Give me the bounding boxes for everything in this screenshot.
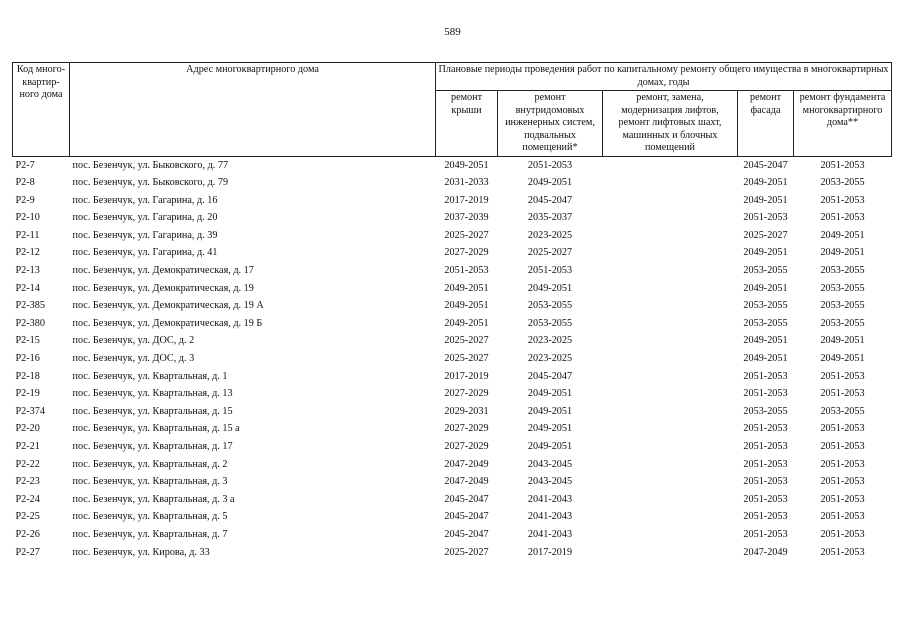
cell-facade: 2049-2051 xyxy=(743,282,788,294)
cell-elevators xyxy=(603,209,738,227)
cell-facade: 2025-2027 xyxy=(743,229,788,241)
cell-address: пос. Безенчук, ул. Быковского, д. 79 xyxy=(72,177,229,189)
table-row xyxy=(13,385,892,403)
table-row xyxy=(13,403,892,421)
cell-address: пос. Безенчук, ул. Гагарина, д. 39 xyxy=(72,229,218,241)
cell-address: пос. Безенчук, ул. Гагарина, д. 16 xyxy=(72,194,218,206)
cell-address: пос. Безенчук, ул. Демократическая, д. 19 Б xyxy=(72,317,263,329)
cell-address: пос. Безенчук, ул. Гагарина, д. 41 xyxy=(72,247,218,259)
cell-code: Р2-10 xyxy=(15,212,40,224)
cell-facade: 2051-2053 xyxy=(743,388,788,400)
table-row xyxy=(13,315,892,333)
table-row xyxy=(13,332,892,350)
cell-systems: 2049-2051 xyxy=(527,441,573,452)
cell-elevators xyxy=(603,526,738,544)
cell-code: Р2-23 xyxy=(15,476,40,488)
cell-foundation: 2053-2055 xyxy=(820,282,865,294)
cell-facade: 2053-2055 xyxy=(743,265,788,277)
repair-schedule-table xyxy=(12,62,892,561)
cell-foundation: 2051-2053 xyxy=(794,156,892,174)
table-row xyxy=(13,544,892,562)
cell-systems: 2045-2047 xyxy=(527,370,573,382)
cell-foundation: 2049-2051 xyxy=(820,247,865,259)
cell-roof: 2029-2031 xyxy=(444,405,489,417)
cell-facade: 2045-2047 xyxy=(738,156,794,174)
cell-roof: 2027-2029 xyxy=(444,441,489,452)
cell-foundation: 2053-2055 xyxy=(820,317,865,329)
cell-facade: 2051-2053 xyxy=(743,370,788,382)
cell-foundation: 2053-2055 xyxy=(820,265,865,277)
cell-elevators xyxy=(603,491,738,509)
cell-systems: 2053-2055 xyxy=(527,317,573,329)
cell-code: Р2-385 xyxy=(15,300,45,312)
header-systems: ремонт внутридомовых инженерных систем, подвальных помещений* xyxy=(498,91,603,157)
cell-foundation: 2051-2053 xyxy=(820,476,865,488)
table-row xyxy=(13,227,892,245)
table-row xyxy=(13,473,892,491)
cell-roof: 2027-2029 xyxy=(444,388,489,400)
cell-facade: 2051-2053 xyxy=(743,458,788,470)
table-row xyxy=(13,456,892,474)
header-foundation: ремонт фундамента многоквартирного дома** xyxy=(794,91,892,157)
cell-elevators xyxy=(603,473,738,491)
cell-systems: 2051-2053 xyxy=(498,156,603,174)
table-row xyxy=(13,420,892,438)
header-roof: ремонт крыши xyxy=(436,91,498,157)
cell-systems: 2049-2051 xyxy=(527,282,573,294)
cell-facade: 2051-2053 xyxy=(743,423,788,435)
cell-code: Р2-380 xyxy=(15,317,45,329)
cell-systems: 2045-2047 xyxy=(527,194,573,206)
cell-roof: 2047-2049 xyxy=(444,458,489,470)
cell-foundation: 2053-2055 xyxy=(820,177,865,189)
cell-systems: 2043-2045 xyxy=(527,458,573,470)
cell-address: пос. Безенчук, ул. Быковского, д. 77 xyxy=(70,156,436,174)
cell-roof: 2037-2039 xyxy=(444,212,489,224)
cell-code: Р2-22 xyxy=(15,458,40,470)
cell-code: Р2-9 xyxy=(15,194,35,206)
cell-foundation: 2051-2053 xyxy=(820,493,865,505)
cell-address: пос. Безенчук, ул. Квартальная, д. 15 xyxy=(72,405,233,417)
cell-foundation: 2051-2053 xyxy=(820,423,865,435)
cell-facade: 2049-2051 xyxy=(743,194,788,206)
cell-systems: 2023-2025 xyxy=(527,229,573,241)
cell-foundation: 2053-2055 xyxy=(820,405,865,417)
cell-elevators xyxy=(603,262,738,280)
cell-foundation: 2053-2055 xyxy=(820,300,865,312)
cell-roof: 2025-2027 xyxy=(444,229,489,241)
cell-facade: 2049-2051 xyxy=(743,335,788,347)
cell-roof: 2047-2049 xyxy=(444,476,489,488)
cell-code: Р2-26 xyxy=(15,528,40,540)
cell-elevators xyxy=(603,156,738,174)
cell-facade: 2049-2051 xyxy=(743,177,788,189)
cell-systems: 2049-2051 xyxy=(527,423,573,435)
cell-systems: 2041-2043 xyxy=(527,511,573,523)
cell-code: Р2-19 xyxy=(15,388,40,400)
cell-facade: 2053-2055 xyxy=(743,405,788,417)
cell-code: Р2-11 xyxy=(15,229,40,241)
cell-roof: 2027-2029 xyxy=(444,423,489,435)
cell-code: Р2-8 xyxy=(15,177,35,189)
cell-systems: 2023-2025 xyxy=(527,335,573,347)
cell-foundation: 2051-2053 xyxy=(820,370,865,382)
table-row xyxy=(13,209,892,227)
cell-code: Р2-18 xyxy=(15,370,40,382)
cell-roof: 2049-2051 xyxy=(444,300,489,312)
cell-code: Р2-21 xyxy=(15,441,40,452)
cell-elevators xyxy=(603,544,738,562)
cell-roof: 2027-2029 xyxy=(444,247,489,259)
cell-elevators xyxy=(603,508,738,526)
cell-elevators xyxy=(603,403,738,421)
table-row xyxy=(13,526,892,544)
cell-facade: 2053-2055 xyxy=(743,317,788,329)
cell-elevators xyxy=(603,227,738,245)
table-row xyxy=(13,280,892,298)
cell-elevators xyxy=(603,385,738,403)
header-elevators: ремонт, замена, модернизация лифтов, ремонт лифтовых шахт, машинных и блочных помещений xyxy=(603,91,738,157)
cell-roof: 2025-2027 xyxy=(444,353,489,365)
cell-roof: 2031-2033 xyxy=(444,177,489,189)
cell-foundation: 2051-2053 xyxy=(820,458,865,470)
cell-systems: 2051-2053 xyxy=(527,265,573,277)
table-row xyxy=(13,262,892,280)
cell-address: пос. Безенчук, ул. Квартальная, д. 17 xyxy=(72,441,233,452)
table-header xyxy=(13,63,892,157)
cell-roof: 2017-2019 xyxy=(444,194,489,206)
cell-foundation: 2051-2053 xyxy=(820,511,865,523)
cell-roof: 2045-2047 xyxy=(444,528,489,540)
cell-systems: 2049-2051 xyxy=(527,405,573,417)
table-row xyxy=(13,508,892,526)
cell-systems: 2049-2051 xyxy=(527,388,573,400)
cell-address: пос. Безенчук, ул. Квартальная, д. 2 xyxy=(72,458,228,470)
cell-facade: 2053-2055 xyxy=(743,300,788,312)
cell-facade: 2051-2053 xyxy=(743,441,788,452)
cell-facade: 2051-2053 xyxy=(743,212,788,224)
cell-elevators xyxy=(603,350,738,368)
cell-address: пос. Безенчук, ул. Квартальная, д. 3 а xyxy=(72,493,235,505)
cell-facade: 2051-2053 xyxy=(743,476,788,488)
cell-address: пос. Безенчук, ул. Демократическая, д. 19 xyxy=(72,282,254,294)
cell-elevators xyxy=(603,192,738,210)
cell-foundation: 2049-2051 xyxy=(820,353,865,365)
table-row xyxy=(13,350,892,368)
cell-facade: 2051-2053 xyxy=(743,528,788,540)
cell-address: пос. Безенчук, ул. ДОС, д. 2 xyxy=(72,335,195,347)
cell-facade: 2051-2053 xyxy=(743,511,788,523)
cell-elevators xyxy=(603,332,738,350)
cell-address: пос. Безенчук, ул. Демократическая, д. 17 xyxy=(72,265,254,277)
header-periods: Плановые периоды проведения работ по капитальному ремонту общего имущества в многоквартирных домах, годы xyxy=(436,63,892,91)
cell-foundation: 2049-2051 xyxy=(820,229,865,241)
cell-systems: 2049-2051 xyxy=(527,177,573,189)
cell-address: пос. Безенчук, ул. Квартальная, д. 3 xyxy=(72,476,228,488)
cell-code: Р2-20 xyxy=(15,423,40,435)
cell-roof: 2049-2051 xyxy=(436,156,498,174)
cell-foundation: 2051-2053 xyxy=(820,441,865,452)
cell-facade: 2049-2051 xyxy=(743,353,788,365)
cell-code: Р2-15 xyxy=(15,335,40,347)
header-code: Код много-квартир-ного дома xyxy=(13,63,70,157)
cell-elevators xyxy=(603,244,738,262)
cell-code: Р2-16 xyxy=(15,353,40,365)
cell-systems: 2043-2045 xyxy=(527,476,573,488)
cell-code: Р2-13 xyxy=(15,265,40,277)
cell-roof: 2051-2053 xyxy=(444,265,489,277)
cell-facade: 2051-2053 xyxy=(743,493,788,505)
cell-code: Р2-12 xyxy=(15,247,40,259)
table-row xyxy=(13,174,892,192)
cell-elevators xyxy=(603,174,738,192)
cell-roof: 2045-2047 xyxy=(444,511,489,523)
cell-roof: 2049-2051 xyxy=(444,282,489,294)
cell-foundation: 2051-2053 xyxy=(820,528,865,540)
cell-elevators xyxy=(603,315,738,333)
cell-code: Р2-24 xyxy=(15,493,40,505)
cell-roof: 2025-2027 xyxy=(444,546,489,558)
cell-systems: 2035-2037 xyxy=(527,212,573,224)
cell-code: Р2-25 xyxy=(15,511,40,523)
cell-foundation: 2051-2053 xyxy=(820,388,865,400)
cell-elevators xyxy=(603,280,738,298)
cell-elevators xyxy=(603,368,738,386)
cell-foundation: 2049-2051 xyxy=(820,335,865,347)
cell-roof: 2045-2047 xyxy=(444,493,489,505)
header-address: Адрес многоквартирного дома xyxy=(70,63,436,157)
cell-foundation: 2051-2053 xyxy=(820,212,865,224)
table-row xyxy=(13,297,892,315)
cell-code: Р2-374 xyxy=(15,405,45,417)
cell-systems: 2041-2043 xyxy=(527,528,573,540)
header-facade: ремонт фасада xyxy=(738,91,794,157)
cell-systems: 2025-2027 xyxy=(527,247,573,259)
cell-code: Р2-27 xyxy=(15,546,40,558)
table-row xyxy=(13,368,892,386)
cell-address: пос. Безенчук, ул. ДОС, д. 3 xyxy=(72,353,195,365)
table-row xyxy=(13,491,892,509)
table-row xyxy=(13,156,892,174)
cell-address: пос. Безенчук, ул. Кирова, д. 33 xyxy=(72,546,210,558)
cell-elevators xyxy=(603,297,738,315)
cell-address: пос. Безенчук, ул. Демократическая, д. 19 А xyxy=(72,300,264,312)
cell-address: пос. Безенчук, ул. Квартальная, д. 13 xyxy=(72,388,233,400)
cell-systems: 2023-2025 xyxy=(527,353,573,365)
cell-address: пос. Безенчук, ул. Квартальная, д. 15 а xyxy=(72,423,240,435)
cell-address: пос. Безенчук, ул. Квартальная, д. 7 xyxy=(72,528,228,540)
table-row xyxy=(13,438,892,456)
cell-systems: 2053-2055 xyxy=(527,300,573,312)
cell-address: пос. Безенчук, ул. Квартальная, д. 1 xyxy=(72,370,228,382)
table-row xyxy=(13,192,892,210)
cell-systems: 2041-2043 xyxy=(527,493,573,505)
cell-code: Р2-7 xyxy=(13,156,70,174)
cell-address: пос. Безенчук, ул. Гагарина, д. 20 xyxy=(72,212,218,224)
cell-foundation: 2051-2053 xyxy=(820,194,865,206)
table-body xyxy=(13,156,892,561)
cell-roof: 2049-2051 xyxy=(444,317,489,329)
cell-systems: 2017-2019 xyxy=(527,546,573,558)
cell-foundation: 2051-2053 xyxy=(820,546,865,558)
cell-elevators xyxy=(603,438,738,456)
cell-facade: 2047-2049 xyxy=(743,546,788,558)
cell-elevators xyxy=(603,420,738,438)
page-number: 589 xyxy=(444,26,461,38)
cell-roof: 2025-2027 xyxy=(444,335,489,347)
cell-facade: 2049-2051 xyxy=(743,247,788,259)
table-row xyxy=(13,244,892,262)
cell-address: пос. Безенчук, ул. Квартальная, д. 5 xyxy=(72,511,228,523)
cell-roof: 2017-2019 xyxy=(444,370,489,382)
cell-elevators xyxy=(603,456,738,474)
cell-code: Р2-14 xyxy=(15,282,40,294)
